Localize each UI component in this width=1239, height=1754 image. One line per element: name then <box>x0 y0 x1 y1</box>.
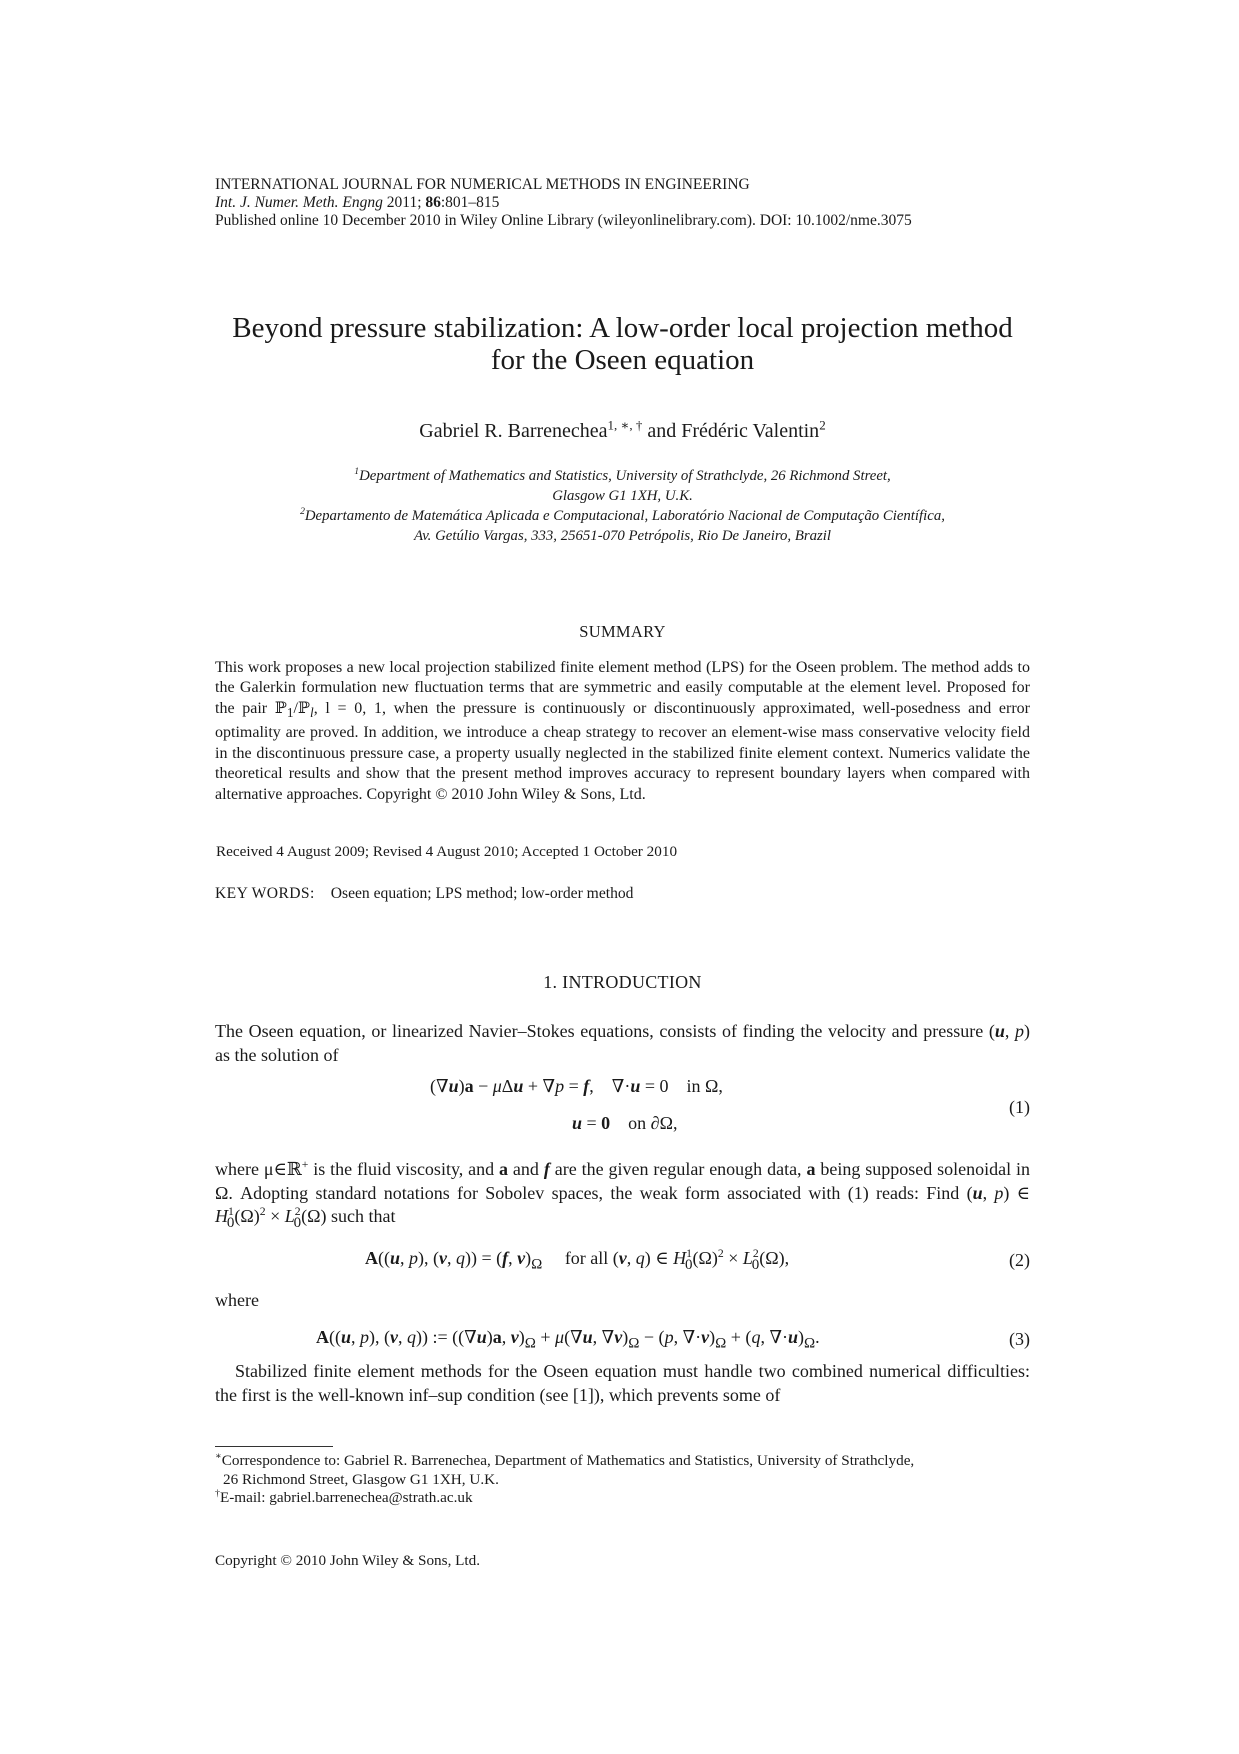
author-1-marks: 1, ∗, † <box>607 417 643 433</box>
equation-2: A((u, p), (v, q)) = (f, $v)_\Omega$ for all (v, q) ∈ $H^1_0(\Omega)^2 \times L^2_0(\Omega)$, <box>365 1247 790 1273</box>
summary-part-1: This work proposes a new local projection stabilized finite element method (LPS) for the Oseen problem. The method adds to the Galerkin formulation new fluctuation terms that are symmetric and easily computable at the element level. Proposed for the pair <box>215 659 1030 717</box>
title-line-2: for the Oseen equation <box>490 344 755 376</box>
affiliation-2 <box>215 506 1030 526</box>
eq2-mid: for all <box>564 1248 609 1268</box>
pair-sub-1: 1 <box>286 705 294 720</box>
received-dates: Received 4 August 2009; Revised 4 August 2010; Accepted 1 October 2010 <box>216 843 678 860</box>
footnote-2 <box>215 1489 1030 1508</box>
var-u: u <box>994 1021 1005 1041</box>
equation-1-line-1: (∇u)a − μΔu + ∇p = f, ∇·u = 0 in Ω, <box>430 1076 723 1096</box>
affiliation-1 <box>215 466 1030 486</box>
footnote-2-mark: † <box>215 1487 220 1499</box>
keywords-value: Oseen equation; LPS method; low-order method <box>330 885 634 902</box>
author-2: Frédéric Valentin <box>681 420 820 442</box>
keywords <box>215 885 1030 903</box>
summary-heading: SUMMARY <box>579 622 666 641</box>
p2-b: is the fluid viscosity, and <box>308 1159 500 1179</box>
intro-paragraph-3: Stabilized finite element methods for the Oseen equation must handle two combined numerical difficulties: the first is the well-known inf–sup condition (see [1]), which prevents some of <box>215 1361 1030 1405</box>
section-heading: 1. INTRODUCTION <box>543 972 702 992</box>
affiliation-2-line-1: Departamento de Matemática Aplicada e Computacional, Laboratório Nacional de Computação Científica, <box>304 508 945 524</box>
p1-end: as the solution of <box>215 1044 339 1065</box>
affiliation-2-line-2: Av. Getúlio Vargas, 333, 25651-070 Petrópolis, Rio De Janeiro, Brazil <box>413 528 831 544</box>
copyright-footer: Copyright © 2010 John Wiley & Sons, Ltd. <box>215 1552 481 1569</box>
author-1: Gabriel R. Barrenechea <box>419 420 608 442</box>
p1-text: The Oseen equation, or linearized Navier–Stokes equations, consists of finding the velocity and pressure <box>215 1021 984 1041</box>
eq1-line-2-rest: on ∂Ω, <box>628 1113 678 1133</box>
p2-c: and <box>508 1159 544 1179</box>
footnote-1-line-1: Correspondence to: Gabriel R. Barrenechea, Department of Mathematics and Statistics, University of Strathclyde, <box>221 1452 915 1469</box>
p2-d: are the given regular enough data, <box>549 1159 807 1179</box>
equation-1-line-2: u = 0 on ∂Ω, <box>572 1113 678 1133</box>
summary-text <box>215 658 1030 805</box>
affiliation-1-mark: 1 <box>354 466 360 478</box>
published-line: Published online 10 December 2010 in Wiley Online Library (wileyonlinelibrary.com). DOI: 10.1002/nme.3075 <box>215 212 912 229</box>
footnote-rule <box>215 1446 333 1447</box>
affiliation-1-line-1: Department of Mathematics and Statistics, University of Strathclyde, 26 Richmond Street, <box>359 468 891 484</box>
intro-paragraph-2: where μ∈ℝ+ is the fluid viscosity, and a and f are the given regular enough data, a being supposed solenoidal in Ω. Adopting standard notations for Sobolev spaces, the weak form associated with (1) reads: Find (u, p) ∈ $H^1_0(\Omega)^2 \times L^2_0(\Omega)$ such that <box>215 1158 1030 1231</box>
intro-paragraph-1: The Oseen equation, or linearized Navier–Stokes equations, consists of finding the velocity and pressure (u, p) as the solution of <box>215 1021 1031 1065</box>
pair-rest: , l = 0, 1, <box>313 699 386 717</box>
journal-header <box>215 176 1030 230</box>
authors <box>215 417 1030 443</box>
footnotes <box>215 1452 1030 1508</box>
equation-1-number: (1) <box>1009 1097 1030 1117</box>
pair-symbol-1: ℙ <box>274 699 287 717</box>
footnote-2-text: E-mail: gabriel.barrenechea@strath.ac.uk <box>219 1489 473 1506</box>
citation-volume: 86 <box>425 194 441 211</box>
citation-pages: :801–815 <box>440 194 500 211</box>
footnote-1 <box>215 1452 1030 1471</box>
where-label: where <box>215 1290 259 1310</box>
author-2-marks: 2 <box>819 417 826 433</box>
citation <box>215 194 1030 212</box>
equation-3-number: (3) <box>1009 1329 1030 1349</box>
footnote-1-line-2: 26 Richmond Street, Glasgow G1 1XH, U.K. <box>223 1470 499 1488</box>
eq1-line-1-rest: in Ω, <box>686 1076 723 1096</box>
p2-e: being supposed solenoidal in Ω. Adopting standard notations for Sobolev spaces, the weak form associated with (1) reads: Find <box>215 1159 1030 1203</box>
keywords-label: KEY WORDS: <box>215 885 315 902</box>
author-connector: and <box>647 420 677 442</box>
paper-title <box>215 312 1030 376</box>
citation-prefix: Int. J. Numer. Meth. Engng <box>215 194 383 211</box>
affiliation-2-mark: 2 <box>300 506 305 518</box>
pair-slash: /ℙ <box>293 699 310 717</box>
p2-f: such that <box>330 1206 396 1226</box>
affiliation-1-line-2: Glasgow G1 1XH, U.K. <box>552 488 693 504</box>
pair-sub-2: l <box>310 705 314 720</box>
citation-year: 2011; <box>386 194 422 211</box>
var-p: p <box>1015 1021 1025 1041</box>
title-line-1: Beyond pressure stabilization: A low-order local projection method <box>232 312 1013 344</box>
footnote-1-mark: ∗ <box>215 1450 222 1462</box>
equation-3: A((u, p), (v, q)) := ((∇u)a, $v)_\Omega + \mu(\nabla u$, $\nabla v)_\Omega - (p$, $\nabla\cdot v)_\Omega + (q$, $\nabla\cdot u)_\Omega$. <box>316 1327 820 1352</box>
summary-part-2: when the pressure is continuously or discontinuously approximated, well-posedness and error optimality are proved. In addition, we introduce a cheap strategy to recover an element-wise mass conservative velocity field in the discontinuous pressure case, a property usually neglected in the stabilized finite element context. Numerics validate the theoretical results and show that the present method improves accuracy to represent boundary layers when compared with alternative approaches. Copyright © 2010 John Wiley & Sons, Ltd. <box>215 699 1031 803</box>
p2-a: where μ∈ℝ <box>215 1159 302 1179</box>
affiliations <box>215 466 1030 546</box>
equation-2-number: (2) <box>1009 1250 1030 1270</box>
journal-name: INTERNATIONAL JOURNAL FOR NUMERICAL METHODS IN ENGINEERING <box>215 176 750 193</box>
